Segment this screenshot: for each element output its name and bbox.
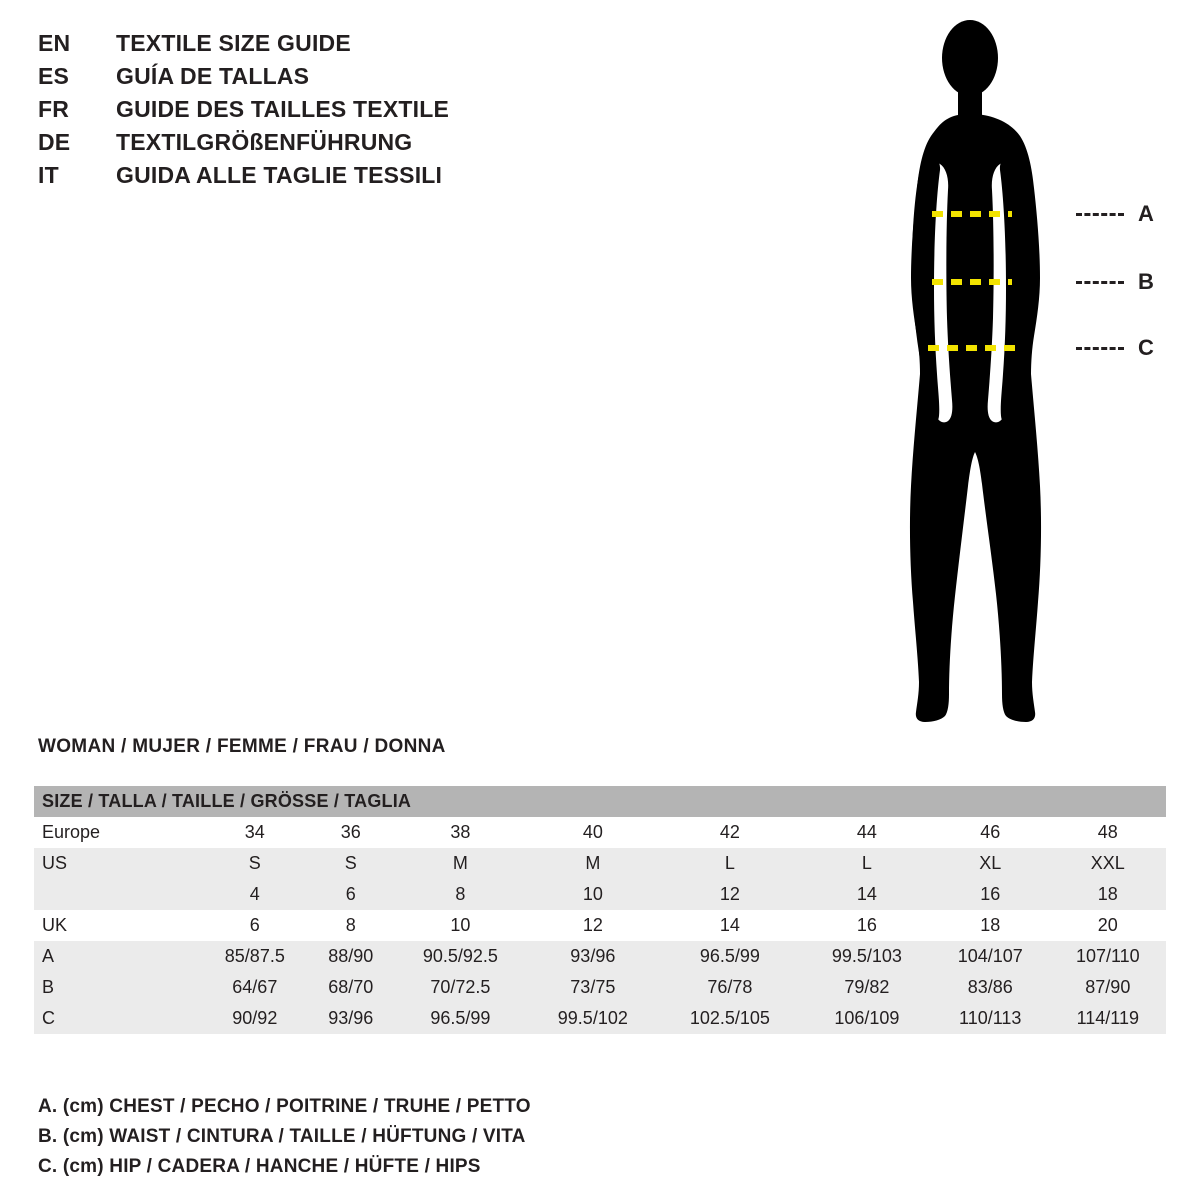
- dash-line-icon: [1076, 347, 1124, 350]
- cell: 8: [392, 879, 529, 910]
- cell: 93/96: [529, 941, 657, 972]
- cell: S: [200, 848, 310, 879]
- cell: 90/92: [200, 1003, 310, 1034]
- cell: 102.5/105: [657, 1003, 803, 1034]
- cell: 46: [931, 817, 1050, 848]
- cell: 12: [529, 910, 657, 941]
- measurement-legend: [38, 1092, 738, 1182]
- marker-c: [1076, 335, 1154, 360]
- row-label-uk: UK: [34, 910, 200, 941]
- table-row: [34, 879, 1166, 910]
- table-row: [34, 1003, 1166, 1034]
- cell: 10: [529, 879, 657, 910]
- title-text-de: TEXTILGRÖßENFÜHRUNG: [116, 129, 413, 155]
- cell: 20: [1050, 910, 1166, 941]
- female-silhouette-icon: [860, 18, 1080, 748]
- cell: 104/107: [931, 941, 1050, 972]
- cell: 93/96: [310, 1003, 392, 1034]
- cell: 64/67: [200, 972, 310, 1003]
- cell: L: [657, 848, 803, 879]
- title-block: [38, 30, 638, 195]
- title-lang-de: DE: [38, 129, 71, 155]
- cell: 85/87.5: [200, 941, 310, 972]
- cell: 106/109: [803, 1003, 931, 1034]
- cell: 12: [657, 879, 803, 910]
- cell: 96.5/99: [392, 1003, 529, 1034]
- cell: 107/110: [1050, 941, 1166, 972]
- cell: 40: [529, 817, 657, 848]
- body-measurement-figure: [860, 18, 1180, 748]
- cell: 73/75: [529, 972, 657, 1003]
- legend-item-c: C. (cm) HIP / CADERA / HANCHE / HÜFTE / HIPS: [38, 1156, 481, 1177]
- title-row: [38, 30, 638, 63]
- cell: 18: [931, 910, 1050, 941]
- cell: 6: [310, 879, 392, 910]
- legend-item-a: A. (cm) CHEST / PECHO / POITRINE / TRUHE / PETTO: [38, 1096, 531, 1117]
- cell: 34: [200, 817, 310, 848]
- title-lang-en: EN: [38, 30, 71, 56]
- marker-label-a: A: [1138, 201, 1154, 226]
- cell: XL: [931, 848, 1050, 879]
- row-label-us-numeric: [34, 879, 200, 910]
- cell: 6: [200, 910, 310, 941]
- row-label-a: A: [34, 941, 200, 972]
- title-text-fr: GUIDE DES TAILLES TEXTILE: [116, 96, 449, 122]
- cell: 16: [803, 910, 931, 941]
- row-label-c: C: [34, 1003, 200, 1034]
- title-text-en: TEXTILE SIZE GUIDE: [116, 30, 351, 56]
- cell: 36: [310, 817, 392, 848]
- table-row: [34, 848, 1166, 879]
- title-lang-it: IT: [38, 162, 59, 188]
- cell: 16: [931, 879, 1050, 910]
- cell: M: [529, 848, 657, 879]
- title-lang-es: ES: [38, 63, 70, 89]
- size-table: [34, 786, 1166, 1034]
- cell: 8: [310, 910, 392, 941]
- marker-label-c: C: [1138, 335, 1154, 360]
- cell: 68/70: [310, 972, 392, 1003]
- marker-label-b: B: [1138, 269, 1154, 294]
- cell: 14: [657, 910, 803, 941]
- cell: 110/113: [931, 1003, 1050, 1034]
- cell: 96.5/99: [657, 941, 803, 972]
- cell: M: [392, 848, 529, 879]
- dash-line-icon: [1076, 213, 1124, 216]
- title-text-it: GUIDA ALLE TAGLIE TESSILI: [116, 162, 443, 188]
- cell: 87/90: [1050, 972, 1166, 1003]
- legend-item-b: B. (cm) WAIST / CINTURA / TAILLE / HÜFTUNG / VITA: [38, 1126, 526, 1147]
- title-row: [38, 63, 638, 96]
- cell: 99.5/103: [803, 941, 931, 972]
- cell: XXL: [1050, 848, 1166, 879]
- cell: 18: [1050, 879, 1166, 910]
- marker-a: [1076, 201, 1154, 226]
- cell: 83/86: [931, 972, 1050, 1003]
- cell: 90.5/92.5: [392, 941, 529, 972]
- cell: 44: [803, 817, 931, 848]
- table-row: [34, 972, 1166, 1003]
- cell: 70/72.5: [392, 972, 529, 1003]
- dash-line-icon: [1076, 281, 1124, 284]
- cell: S: [310, 848, 392, 879]
- cell: 88/90: [310, 941, 392, 972]
- cell: 38: [392, 817, 529, 848]
- table-header-label: SIZE / TALLA / TAILLE / GRÖSSE / TAGLIA: [34, 786, 1166, 817]
- table-row: [34, 817, 1166, 848]
- title-row: [38, 96, 638, 129]
- section-heading: WOMAN / MUJER / FEMME / FRAU / DONNA: [38, 736, 446, 757]
- title-lang-fr: FR: [38, 96, 70, 122]
- title-row: [38, 162, 638, 195]
- cell: 14: [803, 879, 931, 910]
- cell: 114/119: [1050, 1003, 1166, 1034]
- title-text-es: GUÍA DE TALLAS: [116, 63, 310, 89]
- table-row: [34, 910, 1166, 941]
- cell: 42: [657, 817, 803, 848]
- row-label-us: US: [34, 848, 200, 879]
- cell: 99.5/102: [529, 1003, 657, 1034]
- cell: 76/78: [657, 972, 803, 1003]
- cell: 4: [200, 879, 310, 910]
- marker-b: [1076, 269, 1154, 294]
- title-row: [38, 129, 638, 162]
- cell: 10: [392, 910, 529, 941]
- cell: 79/82: [803, 972, 931, 1003]
- row-label-europe: Europe: [34, 817, 200, 848]
- table-header-row: [34, 786, 1166, 817]
- table-row: [34, 941, 1166, 972]
- row-label-b: B: [34, 972, 200, 1003]
- cell: 48: [1050, 817, 1166, 848]
- cell: L: [803, 848, 931, 879]
